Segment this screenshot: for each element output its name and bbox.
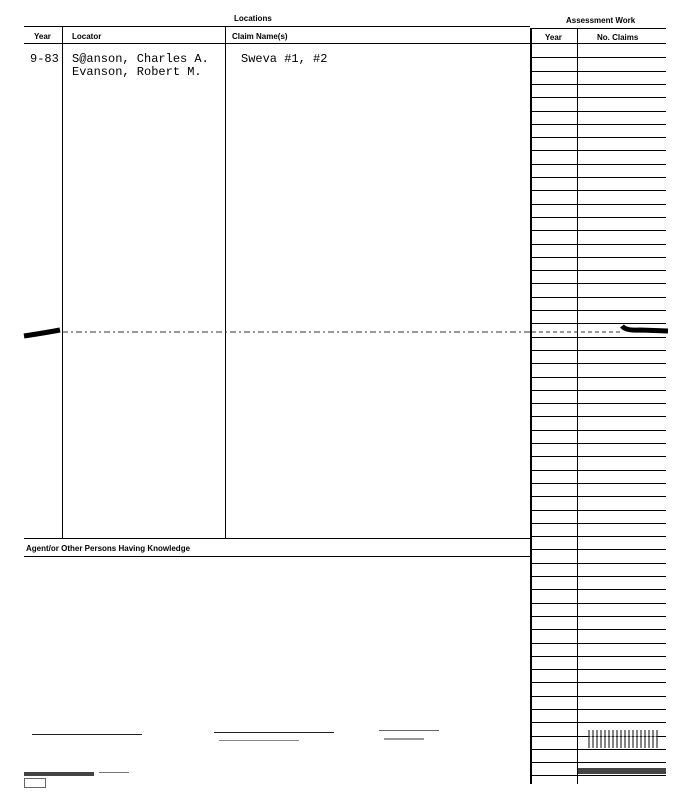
aw-grid-rule: [530, 297, 666, 298]
col-claim-names-header: Claim Name(s): [232, 32, 288, 41]
entry-locator-1: S@anson, Charles A.: [72, 52, 209, 66]
aw-grid-rule: [530, 643, 666, 644]
table-bottom-rule: [24, 538, 530, 539]
aw-grid-rule: [530, 603, 666, 604]
aw-grid-rule: [530, 244, 666, 245]
aw-scan-noise: [578, 728, 666, 788]
aw-grid-rule: [530, 217, 666, 218]
entry-claim-names: Sweva #1, #2: [241, 52, 328, 66]
aw-grid-rule: [530, 124, 666, 125]
aw-grid-rule: [530, 722, 666, 723]
aw-grid-rule: [530, 283, 666, 284]
entry-locator-2: Evanson, Robert M.: [72, 65, 202, 79]
assessment-work-grid: [530, 44, 666, 784]
aw-grid-rule: [530, 443, 666, 444]
aw-grid-rule: [530, 177, 666, 178]
aw-grid-rule: [530, 150, 666, 151]
aw-grid-rule: [530, 230, 666, 231]
aw-grid-rule: [530, 337, 666, 338]
aw-grid-rule: [530, 656, 666, 657]
aw-grid-rule: [530, 589, 666, 590]
aw-grid-rule: [530, 310, 666, 311]
aw-grid-rule: [530, 71, 666, 72]
aw-grid-rule: [530, 416, 666, 417]
aw-grid-rule: [530, 111, 666, 112]
col-locator-header: Locator: [72, 32, 102, 41]
aw-grid-rule: [530, 616, 666, 617]
agent-section-rule: [24, 556, 530, 557]
aw-grid-rule: [530, 523, 666, 524]
fold-mark-left: [24, 330, 60, 336]
aw-grid-rule: [530, 496, 666, 497]
aw-grid-rule: [530, 204, 666, 205]
col-aw-claims-header: No. Claims: [597, 33, 639, 42]
aw-grid-rule: [530, 456, 666, 457]
aw-grid-rule: [530, 84, 666, 85]
aw-grid-rule: [530, 164, 666, 165]
aw-grid-rule: [530, 696, 666, 697]
aw-grid-rule: [530, 403, 666, 404]
agent-section-label: Agent/or Other Persons Having Knowledge: [26, 544, 191, 553]
aw-grid-rule: [530, 137, 666, 138]
aw-grid-rule: [530, 709, 666, 710]
aw-grid-rule: [530, 190, 666, 191]
aw-grid-rule: [530, 57, 666, 58]
aw-grid-rule: [530, 669, 666, 670]
aw-grid-rule: [530, 323, 666, 324]
header-rule-top: [24, 26, 530, 27]
aw-grid-rule: [530, 350, 666, 351]
col-year-header: Year: [34, 32, 51, 41]
aw-grid-rule: [530, 682, 666, 683]
locations-title: Locations: [234, 14, 272, 23]
assessment-work-title: Assessment Work: [566, 16, 636, 25]
aw-grid-rule: [530, 549, 666, 550]
aw-grid-rule: [530, 629, 666, 630]
aw-grid-rule: [530, 430, 666, 431]
aw-grid-rule: [530, 510, 666, 511]
aw-header-rule-top: [530, 28, 666, 29]
aw-grid-rule: [530, 97, 666, 98]
entry-year: 9-83: [30, 52, 59, 66]
divider-year-locator: [62, 26, 63, 538]
aw-grid-rule: [530, 363, 666, 364]
aw-grid-rule: [530, 377, 666, 378]
divider-locator-claim: [225, 26, 226, 538]
aw-grid-rule: [530, 576, 666, 577]
aw-grid-rule: [530, 470, 666, 471]
aw-grid-rule: [530, 483, 666, 484]
aw-grid-rule: [530, 563, 666, 564]
col-aw-year-header: Year: [545, 33, 562, 42]
scan-artifacts: [24, 728, 530, 804]
aw-grid-rule: [530, 270, 666, 271]
aw-grid-rule: [530, 257, 666, 258]
aw-grid-rule: [530, 536, 666, 537]
aw-grid-rule: [530, 390, 666, 391]
